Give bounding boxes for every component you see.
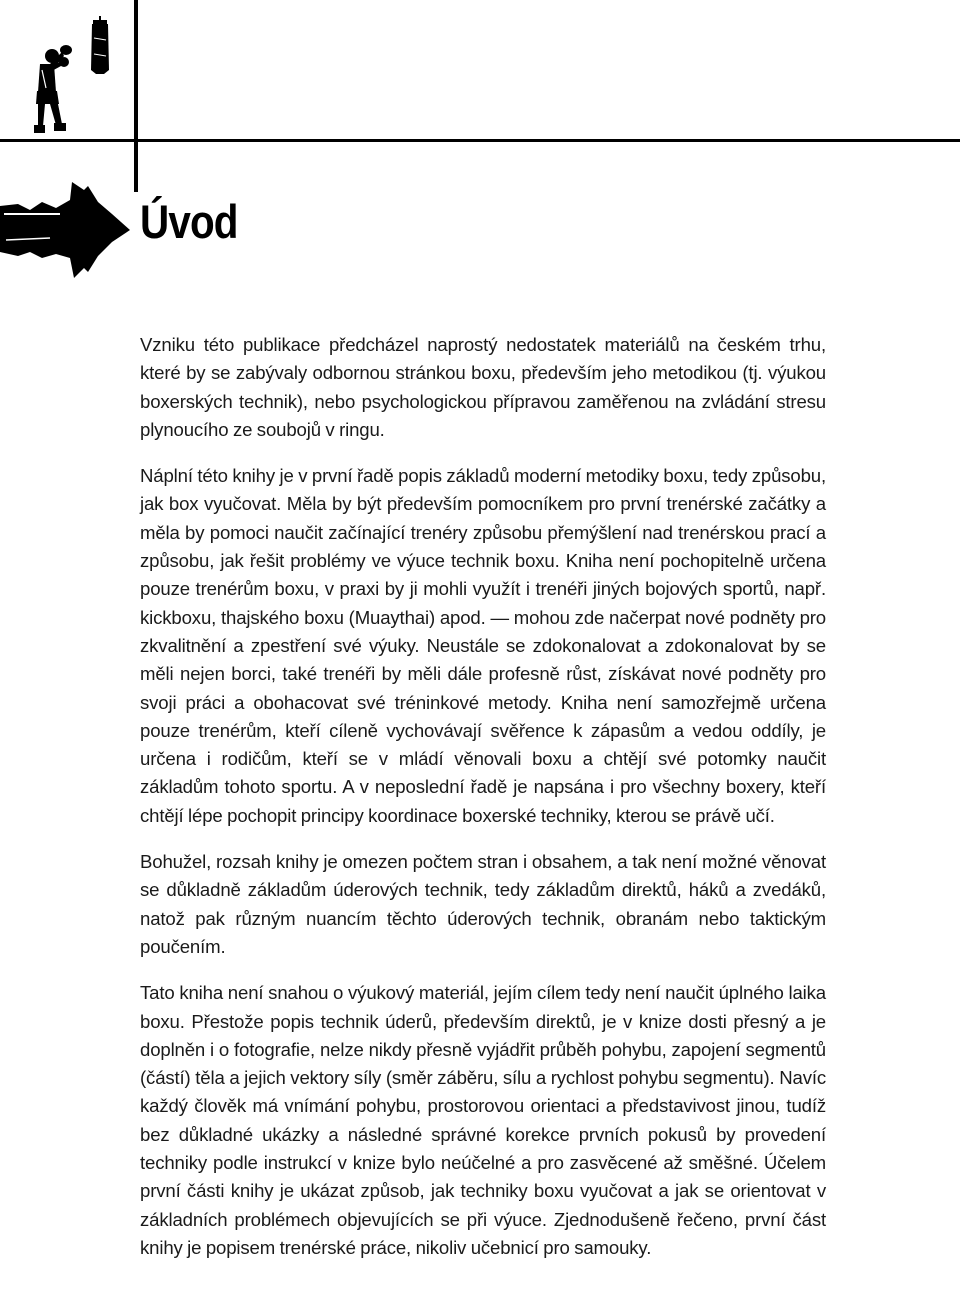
vertical-rule: [134, 0, 138, 192]
horizontal-rule: [0, 139, 960, 142]
boxer-with-punching-bag-icon: [26, 14, 126, 136]
right-arrow-icon: [0, 180, 130, 280]
paragraph: Náplní této knihy je v první řadě popis základů moderní metodiky boxu, tedy způsobu, jak box vyučovat. Měla by být především pomocníkem pro první trenérské začátky a měla by pomoci naučit začínající trenéry způsobu přemýšlení nad trenérskou prací a způsobu, jak řešit problémy ve výuce technik boxu. Kniha není pochopitelně určena pouze trenérům boxu, v praxi by ji mohli využít i trenéři jiných bojových sportů, např. kickboxu, thajského boxu (Muaythai) apod. — mohou zde načerpat nové podněty pro zkvalitnění a zpestření své výuky. Neustále se zdokonalovat a zdokonalovat by se měli nejen borci, také trenéři by měli dále profesně růst, získávat nové podněty pro svoji práci a obohacovat své tréninkové metody. Kniha není samozřejmě určena pouze trenérům, kteří cíleně vychovávají svěřence k zápasům a vedou oddíly, je určena i rodičům, kteří se v mládí věnovali boxu a chtějí své potomky naučit základům tohoto sportu. A v neposlední řadě je napsána i pro všechny boxery, kteří chtějí lépe pochopit principy koordinace boxerské techniky, kterou se právě učí.: [140, 465, 826, 826]
paragraph: Tato kniha není snahou o výukový materiál, jejím cílem tedy není naučit úplného laika boxu. Přestože popis technik úderů, především direktů, je v knize dosti přesný a je doplněn i o fotografie, nelze nikdy přesně vyjádřit průběh pohybu, zapojení segmentů (částí) těla a jejich vektory síly (směr záběru, sílu a rychlost pohybu segmentu). Navíc každý člověk má vnímání pohybu, prostorovou orientaci a představivost jinou, tudíž bez důkladné ukázky a následné správné korekce prvních pokusů by provedení techniky podle instrukcí v knize bylo neúčelné a pro zasvěcené až směšné. Účelem první části knihy je ukázat způsob, jak techniky boxu vyučovat a jak se orientovat v základních problémech objevujících se při výuce. Zjednodušeně řečeno, první část knihy je popisem trenérské práce, nikoliv učebnicí pro samouky.: [140, 982, 826, 1258]
paragraph: Vzniku této publikace předcházel naprostý nedostatek materiálů na českém trhu, které by se zabývaly odbornou stránkou boxu, především jeho metodikou (tj. výukou boxerských technik), nebo psychologickou přípravou zaměřenou na zvládání stresu plynoucího ze soubojů v ringu.: [140, 334, 826, 440]
body-text: [140, 331, 826, 1280]
chapter-title: Úvod: [140, 195, 238, 248]
paragraph: Bohužel, rozsah knihy je omezen počtem stran i obsahem, a tak není možné věnovat se důkladně základům úderových technik, tedy základům direktů, háků a zvedáků, natož pak různým nuancím těchto úderových technik, obranám nebo taktickým poučením.: [140, 851, 826, 957]
